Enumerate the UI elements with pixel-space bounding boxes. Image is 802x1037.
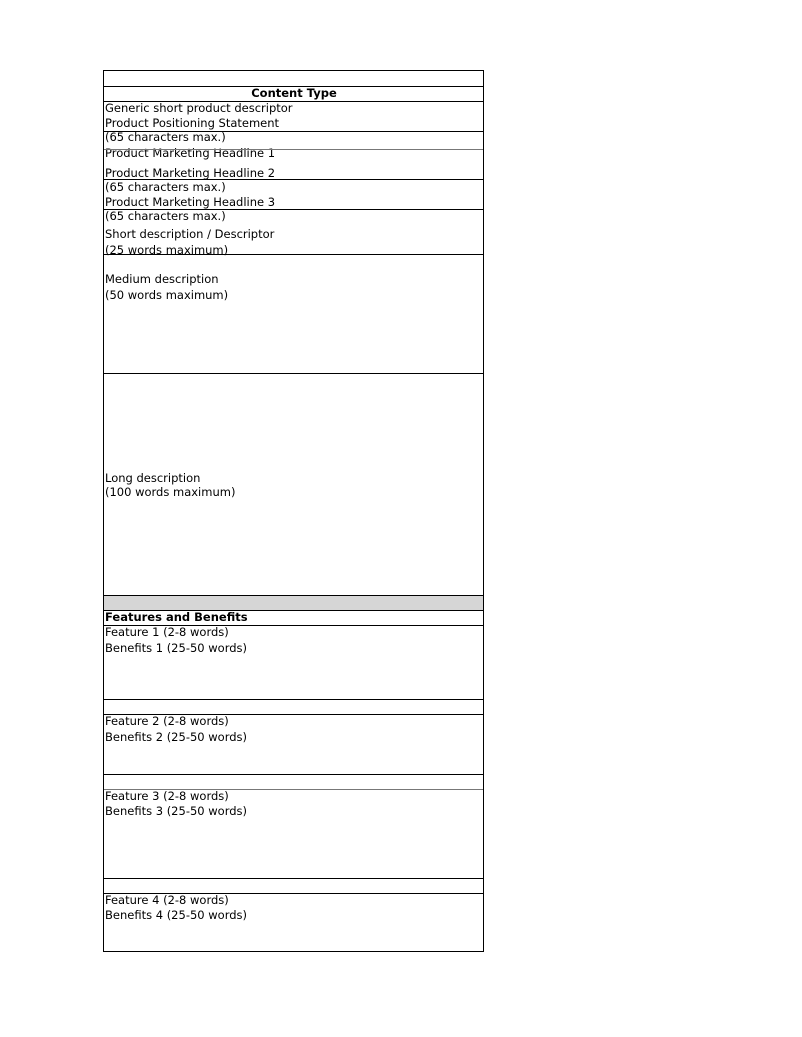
row-feature-1[interactable] — [104, 610, 483, 639]
row-label: Product Marketing Headline 3 (65 characters max.) — [105, 195, 276, 223]
row-label: Product Marketing Headline 2 (65 characters max.) — [105, 166, 276, 194]
row-label: Feature 3 (2-8 words) — [105, 789, 229, 803]
row-label: Benefits 2 (25-50 words) — [105, 730, 248, 744]
row-benefits-3[interactable] — [104, 789, 483, 879]
row-generic-descriptor[interactable] — [104, 86, 483, 115]
row-feature-3[interactable] — [104, 774, 483, 803]
row-headline-3[interactable] — [104, 179, 483, 223]
row-label: Feature 1 (2-8 words) — [105, 625, 229, 639]
row-medium-description[interactable] — [104, 254, 483, 374]
row-label: Medium description (50 words maximum) — [105, 272, 229, 302]
section-label: Features and Benefits — [105, 610, 248, 624]
row-label: Product Positioning Statement (65 characters max.) — [105, 116, 280, 144]
row-headline-2[interactable] — [104, 149, 483, 194]
row-benefits-2[interactable] — [104, 714, 483, 775]
row-label: Product Marketing Headline 1 — [105, 146, 276, 160]
row-feature-4[interactable] — [104, 878, 483, 907]
header-label: Content Type — [251, 86, 337, 100]
row-positioning-statement[interactable] — [104, 101, 483, 144]
row-label: Long description (100 words maximum) — [105, 471, 236, 499]
row-short-description[interactable] — [104, 209, 483, 255]
row-label: Feature 2 (2-8 words) — [105, 714, 229, 728]
table-header — [104, 71, 483, 100]
row-label: Benefits 4 (25-50 words) — [105, 908, 248, 922]
row-benefits-1[interactable] — [104, 625, 483, 700]
row-long-description[interactable] — [104, 373, 483, 596]
section-features-benefits — [104, 595, 483, 624]
row-label: Benefits 3 (25-50 words) — [105, 804, 248, 818]
content-type-table — [103, 70, 484, 952]
row-headline-1[interactable] — [104, 131, 483, 160]
row-feature-2[interactable] — [104, 699, 483, 728]
row-label: Benefits 1 (25-50 words) — [105, 641, 248, 655]
row-label: Feature 4 (2-8 words) — [105, 893, 229, 907]
row-benefits-4[interactable] — [104, 893, 483, 951]
row-label: Generic short product descriptor — [105, 101, 293, 115]
row-label: Short description / Descriptor (25 words maximum) — [105, 227, 275, 257]
